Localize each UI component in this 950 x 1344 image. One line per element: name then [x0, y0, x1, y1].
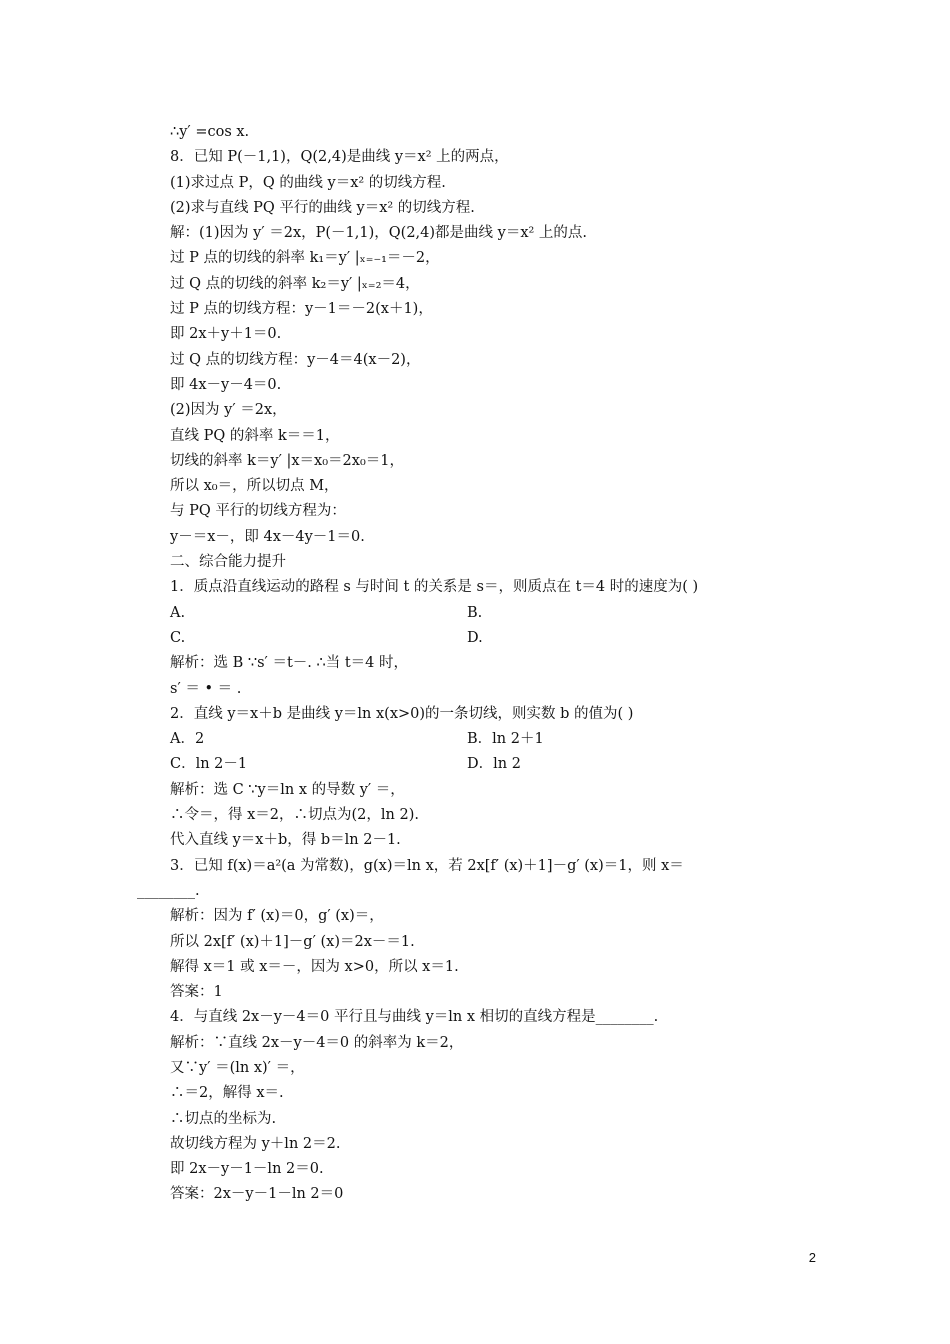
option-b: B．ln 2＋1: [467, 731, 544, 748]
text-line: 8．已知 P(－1,1)，Q(2,4)是曲线 y＝x² 上的两点，: [170, 149, 509, 166]
text-line: ∴令＝，得 x＝2，∴切点为(2，ln 2).: [170, 807, 419, 824]
option-b: D.: [467, 629, 483, 646]
text-line: ∴＝2，解得 x＝.: [170, 1085, 284, 1102]
text-line: s′ ＝ • ＝ .: [170, 680, 242, 697]
text-line: 所以 x₀＝，所以切点 M，: [170, 478, 339, 495]
text-line: 解析：∵直线 2x－y－4＝0 的斜率为 k＝2，: [170, 1034, 464, 1051]
option-a: A．2: [170, 731, 205, 748]
text-line: 答案：2x－y－1－ln 2＝0: [170, 1186, 344, 1203]
option-row: [137, 727, 827, 752]
text-line: 直线 PQ 的斜率 k＝＝1，: [170, 427, 340, 444]
text-line: 答案：1: [170, 984, 223, 1001]
text-line: (2)因为 y′ ＝2x，: [170, 402, 287, 419]
text-line: 二、综合能力提升: [170, 554, 286, 571]
text-line: 即 2x＋y＋1＝0.: [170, 326, 282, 343]
text-line: 2．直线 y＝x＋b 是曲线 y＝ln x(x>0)的一条切线，则实数 b 的值为( ): [170, 705, 634, 722]
text-line: ∴切点的坐标为.: [170, 1110, 277, 1127]
text-line: 解得 x＝1 或 x＝－，因为 x>0，所以 x＝1.: [170, 958, 459, 975]
text-line: 切线的斜率 k＝y′ |x＝x₀＝2x₀＝1，: [170, 452, 404, 469]
text-line: (1)求过点 P，Q 的曲线 y＝x² 的切线方程.: [170, 174, 446, 191]
text-line: ∴y′ =cos x.: [170, 124, 250, 140]
option-row: [137, 752, 827, 777]
text-line: 解析：因为 f′ (x)＝0，g′ (x)＝，: [170, 908, 384, 925]
text-line: 代入直线 y＝x＋b，得 b＝ln 2－1.: [170, 832, 401, 849]
text-line: 所以 2x[f′ (x)＋1]－g′ (x)＝2x－＝1.: [170, 933, 415, 950]
option-row: [137, 626, 827, 651]
text-line: 过 P 点的切线方程：y－1＝－2(x＋1)，: [170, 301, 433, 318]
text-line: 4．与直线 2x－y－4＝0 平行且与曲线 y＝ln x 相切的直线方程是________.: [170, 1009, 659, 1026]
option-a: C．ln 2－1: [170, 756, 248, 773]
text-line: 故切线方程为 y＋ln 2＝2.: [170, 1135, 341, 1152]
text-line: 解：(1)因为 y′ ＝2x，P(－1,1)，Q(2,4)都是曲线 y＝x² 上的点.: [170, 225, 588, 242]
text-line: 即 4x－y－4＝0.: [170, 376, 282, 393]
document-body: [137, 120, 827, 1208]
text-line: 1．质点沿直线运动的路程 s 与时间 t 的关系是 s＝，则质点在 t＝4 时的速度为( ): [170, 579, 699, 596]
text-line: 3．已知 f(x)＝a²(a 为常数)，g(x)＝ln x，若 2x[f′ (x)＋1]－g′ (x)＝1，则 x＝: [170, 857, 684, 874]
text-line: 过 Q 点的切线方程：y－4＝4(x－2)，: [170, 351, 421, 368]
text-line: 过 Q 点的切线的斜率 k₂＝y′ |ₓ₌₂＝4，: [170, 275, 420, 292]
option-a: C.: [170, 629, 186, 646]
text-line: 即 2x－y－1－ln 2＝0.: [170, 1161, 324, 1178]
option-b: B.: [467, 604, 483, 621]
text-line: (2)求与直线 PQ 平行的曲线 y＝x² 的切线方程.: [170, 199, 475, 216]
text-line: 过 P 点的切线的斜率 k₁＝y′ |ₓ₌₋₁＝－2，: [170, 250, 440, 267]
page-number: 2: [808, 1250, 816, 1265]
option-a: A.: [170, 604, 186, 621]
option-b: D．ln 2: [467, 756, 521, 773]
option-row: [137, 601, 827, 626]
text-line: 与 PQ 平行的切线方程为：: [170, 503, 346, 520]
text-line: 解析：选 B ∵s′ ＝t－. ∴当 t＝4 时，: [170, 655, 408, 672]
text-line: 又∵y′ ＝(ln x)′ ＝，: [170, 1059, 305, 1076]
text-line: 解析：选 C ∵y＝ln x 的导数 y′ ＝，: [170, 781, 405, 798]
text-line: y－＝x－，即 4x－4y－1＝0.: [170, 528, 365, 545]
text-line: ________.: [137, 882, 200, 899]
